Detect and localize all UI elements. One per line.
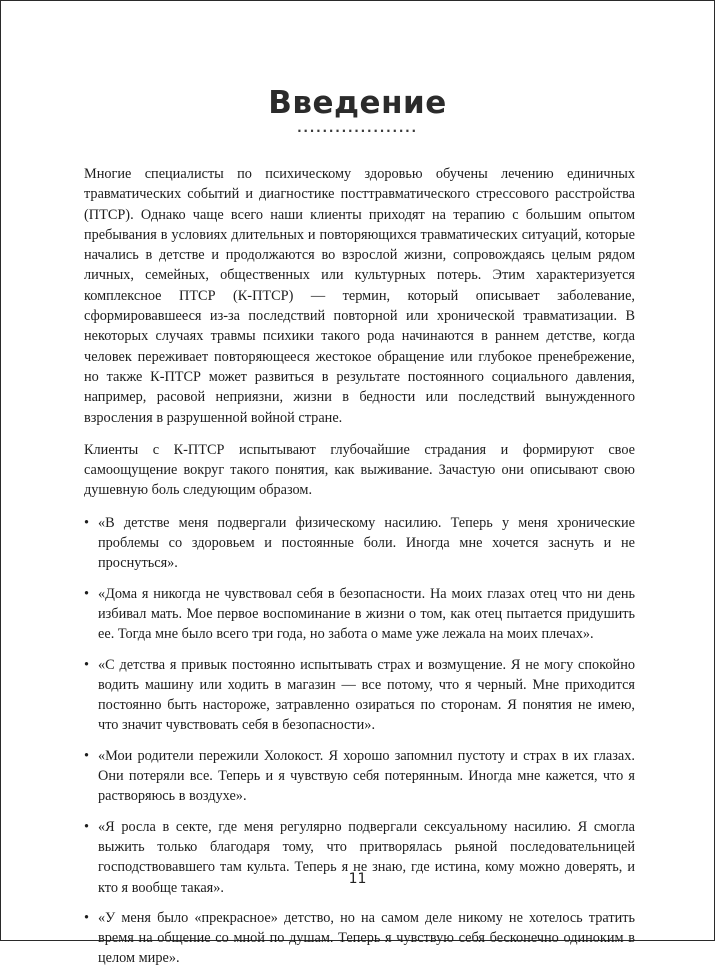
bullet-icon: • [84, 909, 90, 926]
quote-list [84, 513, 635, 969]
bullet-icon: • [84, 656, 90, 673]
title-dotted-rule: ................... [297, 121, 418, 135]
list-item [84, 513, 635, 574]
chapter-title: Введение [268, 85, 447, 121]
bullet-icon: • [84, 747, 90, 764]
quote-text: «В детстве меня подвергали физическому насилию. Теперь у меня хронические проблемы со здоровьем и постоянные боли. Иногда мне хочется заснуть и не проснуться». [98, 514, 635, 572]
list-item [84, 908, 635, 969]
quote-text: «Я росла в секте, где меня регулярно подвергали сексуальному насилию. Я смогла выжить только благодаря тому, что притворялась рьяной последовательницей господствовавшего там культа. Теперь я не знаю, где истина, кому можно доверять, и кто я вообще такая». [98, 818, 635, 896]
quote-text: «У меня было «прекрасное» детство, но на самом деле никому не хотелось тратить время на общение со мной по душам. Теперь я чувствую себя бесконечно одиноким в целом мире». [98, 909, 635, 967]
bullet-icon: • [84, 585, 90, 602]
bullet-icon: • [84, 514, 90, 531]
page-number: 11 [348, 871, 367, 887]
quote-text: «Дома я никогда не чувствовал себя в безопасности. На моих глазах отец что ни день избивал мать. Мое первое воспоминание в жизни о том, как отец пытается придушить ее. Тогда мне было всего три года, но забота о маме уже лежала на моих плечах». [98, 585, 635, 643]
list-item [84, 584, 635, 645]
quote-text: «С детства я привык постоянно испытывать страх и возмущение. Я не могу спокойно водить машину или ходить в магазин — все потому, что я черный. Мне приходится постоянно быть настороже, затравленно озираться по сторонам. Я понятия не имею, что значит чувствовать себя в безопасности». [98, 656, 635, 734]
body-text [84, 164, 635, 979]
paragraph: Многие специалисты по психическому здоровью обучены лечению единичных травматических событий и диагностике посттравматического стрессового расстройства (ПТСР). Однако чаще всего наши клиенты приходят на терапию с большим опытом пребывания в условиях длительных и повторяющихся травматических ситуаций, которые начались в детстве и продолжаются во взрослой жизни, сопровождаясь целым рядом личных, семейных, общественных или культурных потерь. Этим характеризуется комплексное ПТСР (К-ПТСР) — термин, который описывает заболевание, сформировавшееся из-за последствий повторной или хронической травматизации. В некоторых случаях травмы психики такого рода начинаются в раннем детстве, когда человек переживает повторяющееся жестокое обращение или глубокое пренебрежение, но также К-ПТСР может развиться в результате постоянного социального давления, например, расовой неприязни, жизни в бедности или последствий вынужденного взросления в разрушенной войной стране. [84, 166, 635, 426]
bullet-icon: • [84, 818, 90, 835]
quote-text: «Мои родители пережили Холокост. Я хорошо запомнил пустоту и страх в их глазах. Они потеряли все. Теперь и я чувствую себя потерянным. Иногда мне кажется, что я растворяюсь в воздухе». [98, 747, 635, 805]
list-item [84, 746, 635, 807]
list-item [84, 655, 635, 736]
paragraph: Клиенты с К-ПТСР испытывают глубочайшие страдания и формируют свое самоощущение вокруг такого понятия, как выживание. Зачастую они описывают свою душевную боль следующим образом. [84, 441, 635, 499]
